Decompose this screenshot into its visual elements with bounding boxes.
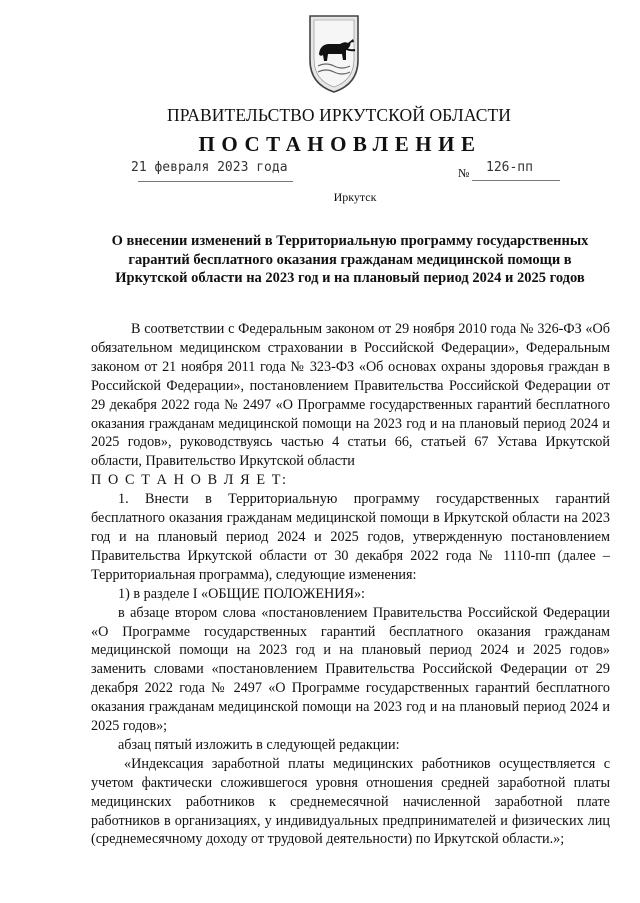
number-sign: № (458, 166, 470, 180)
document-number: 126-пп (486, 160, 533, 175)
paragraph-abzac-2: в абзаце втором слова «постановлением Правительства Российской Федерации «О Программе государственных гарантий бесплатного оказания гражданам медицинской помощи на 2023 год и на плановый период 2024 и 2025 годов» заменить словами «постановлением Правительства Российской Федерации от 29 декабря 2022 года № 2497 «О Программе государственных гарантий бесплатного оказания гражданам медицинской помощи на 2023 год и на плановый период 2024 и 2025 годов»; (91, 604, 610, 735)
government-name: ПРАВИТЕЛЬСТВО ИРКУТСКОЙ ОБЛАСТИ (166, 105, 512, 125)
paragraph-quote: «Индексация заработной платы медицинских работников осуществляется с учетом фактически сложившегося уровня отношения средней заработной платы медицинских работников к среднемесячной начисленной заработной плате работников в организациях, у индивидуальных предпринимателей и физических лиц (среднемесячному доходу от трудовой деятельности) по Иркутской области.»; (91, 755, 610, 848)
paragraph-abzac-5: абзац пятый изложить в следующей редакции: (118, 736, 400, 753)
paragraph-subitem-1: 1) в разделе I «ОБЩИЕ ПОЛОЖЕНИЯ»: (118, 585, 365, 602)
document-body (91, 320, 610, 849)
document-date: 21 февраля 2023 года (131, 160, 288, 175)
number-underline (472, 180, 560, 181)
paragraph-item-1: 1. Внести в Территориальную программу государственных гарантий бесплатного оказания гражданам медицинской помощи в Иркутской области на 2023 год и на плановый период 2024 и 2025 годов, утвержденную постановлением Правительства Иркутской области от 30 декабря 2022 года № 1110-пп (далее – Территориальная программа), следующие изменения: (91, 491, 610, 583)
document-title: О внесении изменений в Территориальную программу государственных гарантий бесплатного оказания гражданам медицинской помощи в Иркутской области на 2023 год и на плановый период 2024 и 2025 годов (111, 233, 589, 286)
document-type: ПОСТАНОВЛЕНИЕ (198, 132, 482, 156)
date-underline (138, 181, 293, 182)
decree-word: П О С Т А Н О В Л Я Е Т: (91, 472, 288, 489)
paragraph-preamble: В соответствии с Федеральным законом от 29 ноября 2010 года № 326-ФЗ «Об обязательном медицинском страховании в Российской Федерации», Федеральным законом от 21 ноября 2011 года № 323-ФЗ «Об основах охраны здоровья граждан в Российской Федерации», постановлением Правительства Российской Федерации от 29 декабря 2022 года № 2497 «О Программе государственных гарантий бесплатного оказания гражданам медицинской помощи на 2023 год и на плановый период 2024 и 2025 годов», руководствуясь частью 4 статьи 66, статьей 67 Устава Иркутской области, Правительство Иркутской области (91, 321, 610, 470)
irkutsk-coat-of-arms-icon (304, 12, 364, 96)
city-name: Иркутск (333, 190, 377, 204)
